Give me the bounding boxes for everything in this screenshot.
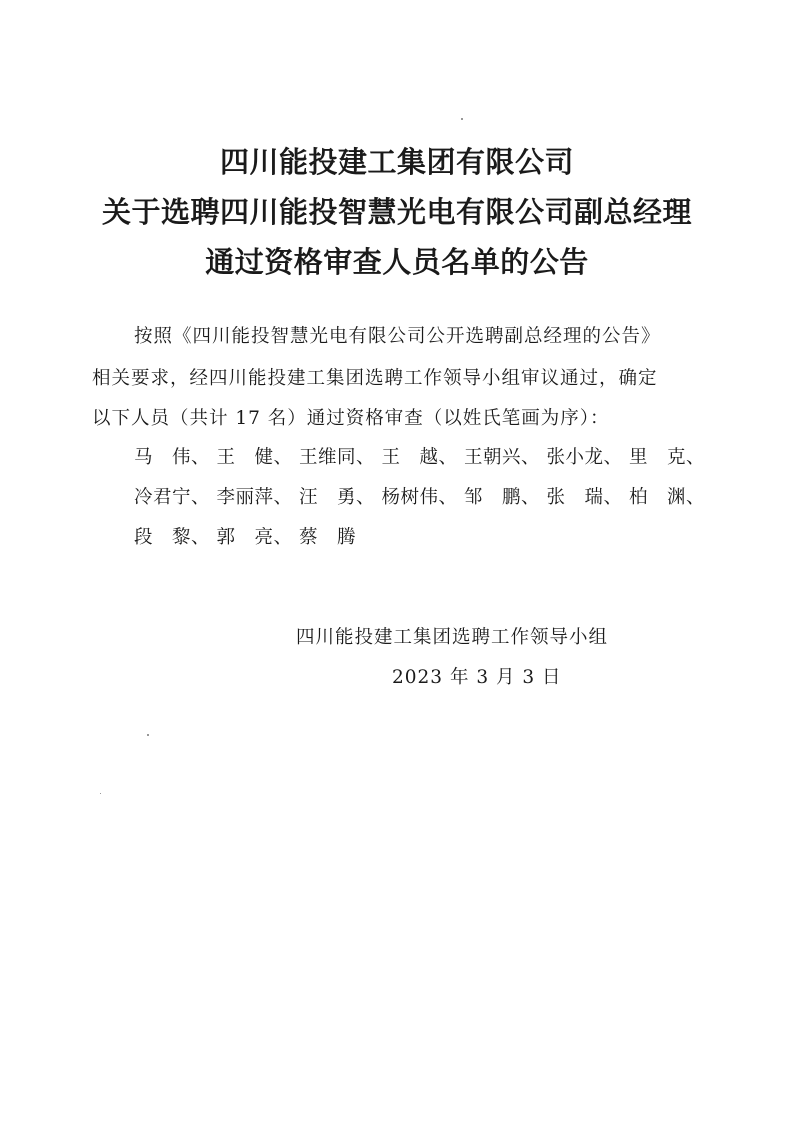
scan-speck [100,793,101,794]
candidate-name: 李丽萍、 [216,487,293,508]
candidate-name: 里 克、 [629,447,706,468]
title-line-1: 四川能投建工集团有限公司 [219,145,574,179]
name-row-2 [134,476,714,516]
candidate-name: 段 黎、 [134,527,211,548]
signature-organization: 四川能投建工集团选聘工作领导小组 [296,627,609,648]
candidate-name: 王维同、 [299,447,376,468]
candidate-name: 柏 渊、 [629,487,706,508]
candidate-name: 马 伟、 [134,447,211,468]
candidate-name-list [134,436,714,556]
candidate-name: 邹 鹏、 [464,487,541,508]
body-line-1: 按照《四川能投智慧光电有限公司公开选聘副总经理的公告》 [134,326,661,347]
scan-speck [147,734,149,736]
title-line-2: 关于选聘四川能投智慧光电有限公司副总经理 [101,195,692,229]
candidate-name: 冷君宁、 [134,487,211,508]
candidate-name: 王 健、 [216,447,293,468]
title-line-3: 通过资格审查人员名单的公告 [205,245,589,279]
body-line-2: 相关要求，经四川能投建工集团选聘工作领导小组审议通过，确定 [92,368,658,389]
signature-date: 2023 年 3 月 3 日 [392,667,562,688]
name-row-1 [134,436,714,476]
candidate-name: 郭 亮、 [216,527,293,548]
candidate-name: 张小龙、 [546,447,623,468]
candidate-name: 汪 勇、 [299,487,376,508]
scan-speck [461,118,463,120]
body-line-3: 以下人员（共计 17 名）通过资格审查（以姓氏笔画为序）： [92,408,610,429]
candidate-name: 蔡 腾 [299,527,357,548]
candidate-name: 杨树伟、 [381,487,458,508]
candidate-name: 王朝兴、 [464,447,541,468]
candidate-name: 王 越、 [381,447,458,468]
name-row-3 [134,516,714,556]
candidate-name: 张 瑞、 [546,487,623,508]
